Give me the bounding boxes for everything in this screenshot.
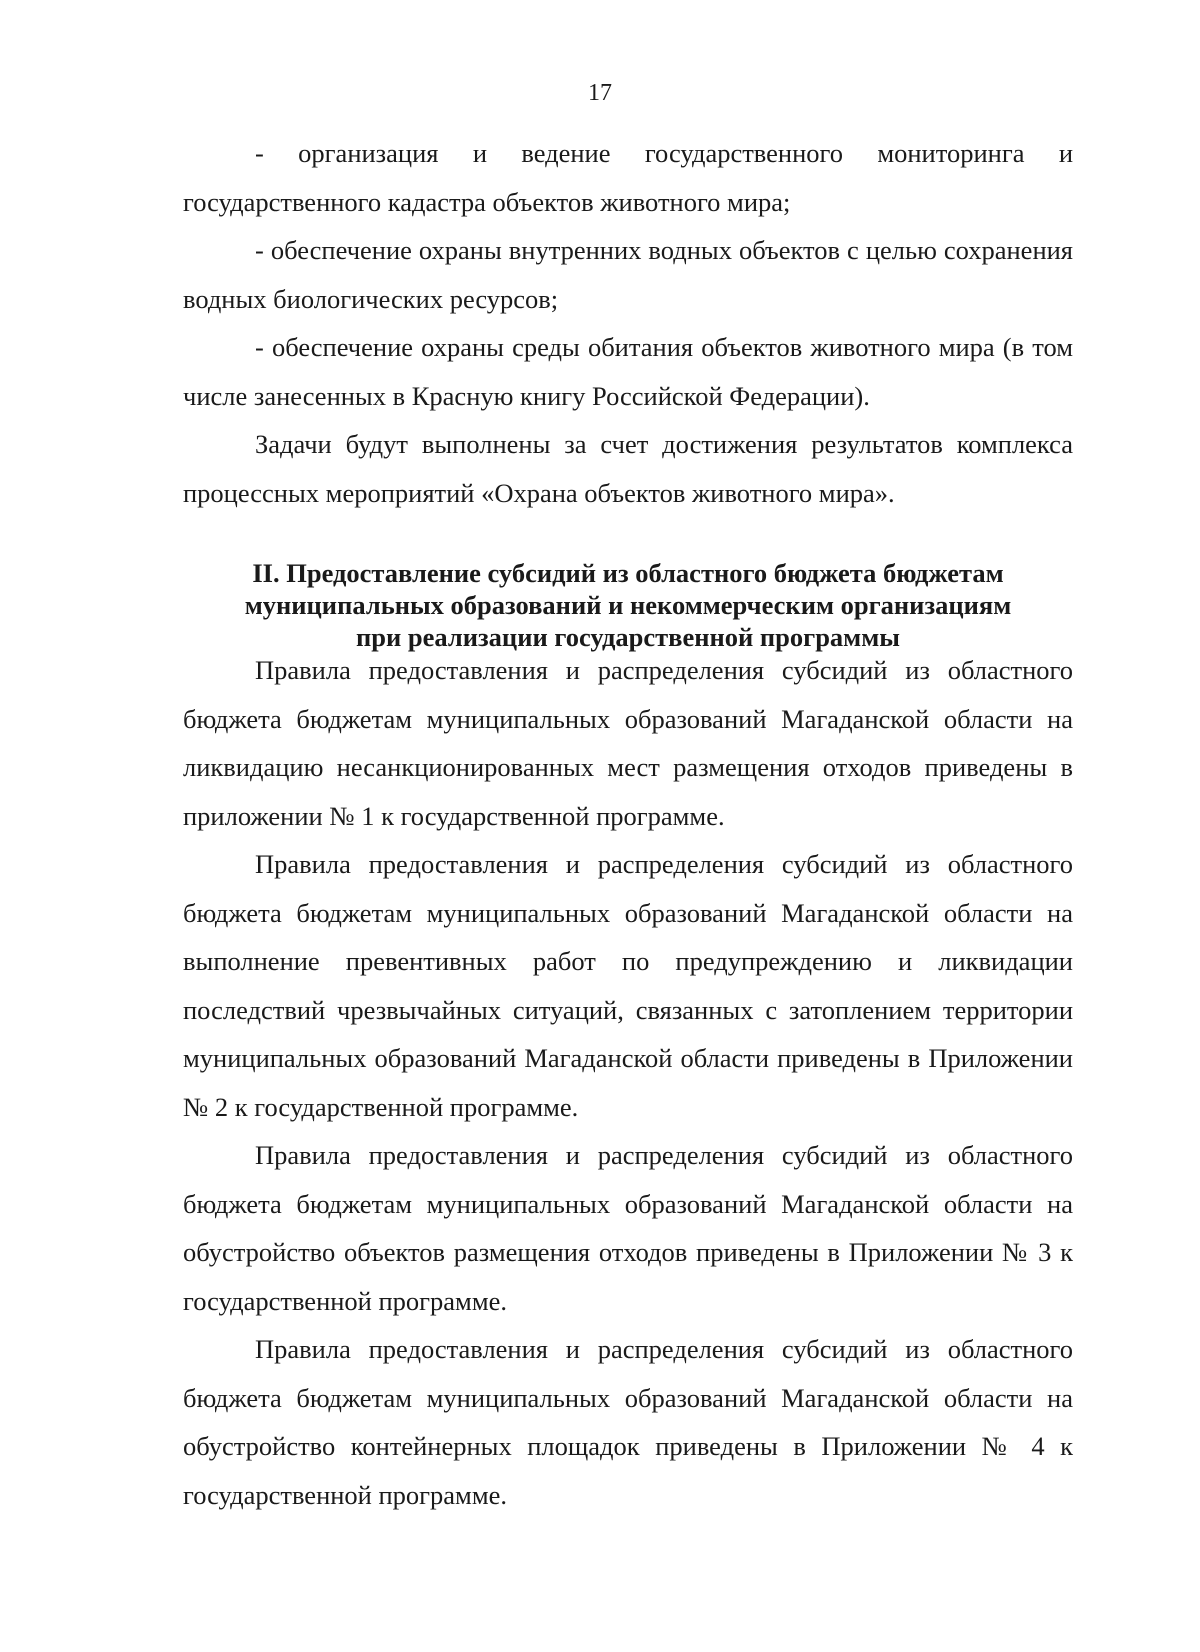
list-item-water-protection: - обеспечение охраны внутренних водных объектов с целью сохранения водных биологических ресурсов; [183,235,1073,314]
list-item-monitoring: - организация и ведение государственного мониторинга и государственного кадастра объектов животного мира; [183,138,1073,217]
section-title-line-1: II. Предоставление субсидий из областного бюджета бюджетам [252,558,1004,588]
section-title-line-3: при реализации государственной программы [356,622,900,652]
section-title [183,557,1073,653]
rules-paragraph-appendix-4: Правила предоставления и распределения субсидий из областного бюджета бюджетам муниципальных образований Магаданской области на обустройство контейнерных площадок приведены в Приложении № 4 к государственной программе. [183,1334,1073,1510]
page-number: 17 [588,80,612,106]
top-text-block [183,129,1073,517]
section-title-line-2: муниципальных образований и некоммерческим организациям [244,590,1012,620]
rules-paragraph-appendix-1: Правила предоставления и распределения субсидий из областного бюджета бюджетам муниципальных образований Магаданской области на ликвидацию несанкционированных мест размещения отходов приведены в приложении № 1 к государственной программе. [183,655,1073,831]
tasks-paragraph: Задачи будут выполнены за счет достижения результатов комплекса процессных мероприятий «Охрана объектов животного мира». [183,429,1073,508]
section-text-block [183,646,1073,1519]
rules-paragraph-appendix-2: Правила предоставления и распределения субсидий из областного бюджета бюджетам муниципальных образований Магаданской области на выполнение превентивных работ по предупреждению и ликвидации последствий чрезвычайных ситуаций, связанных с затоплением территории муниципальных образований Магаданской области приведены в Приложении № 2 к государственной программе. [183,849,1073,1122]
rules-paragraph-appendix-3: Правила предоставления и распределения субсидий из областного бюджета бюджетам муниципальных образований Магаданской области на обустройство объектов размещения отходов приведены в Приложении № 3 к государственной программе. [183,1140,1073,1316]
list-item-habitat-protection: - обеспечение охраны среды обитания объектов животного мира (в том числе занесенных в Красную книгу Российской Федерации). [183,332,1073,411]
